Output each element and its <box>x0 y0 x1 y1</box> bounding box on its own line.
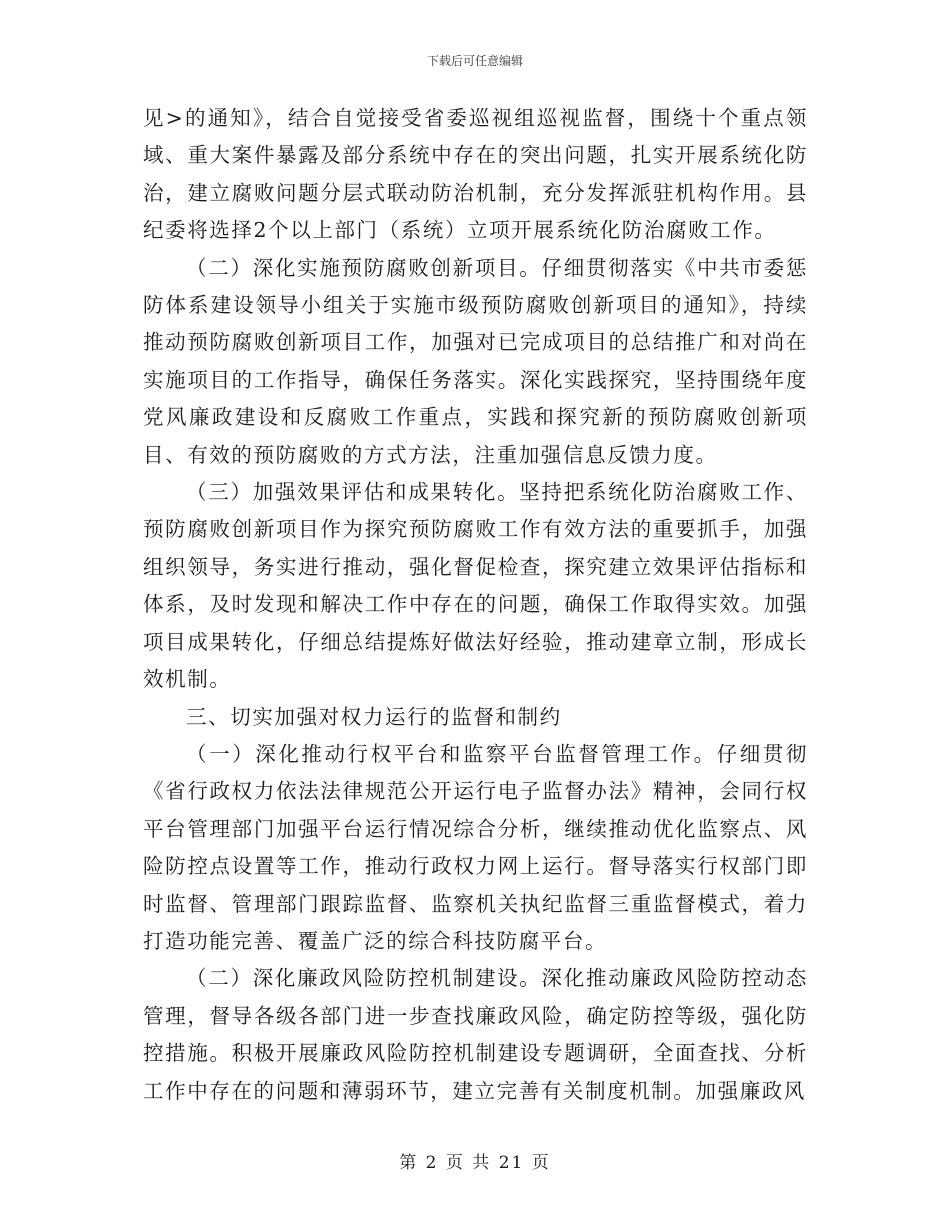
section-heading: 三、切实加强对权力运行的监督和制约 <box>186 704 562 729</box>
paragraph-3: （三）加强效果评估和成果转化。坚持把系统化防治腐败工作、预防腐败创新项目作为探究预防腐败工作有效方法的重要抓手，加强组织领导，务实进行推动，强化督促检查，探究建立效果评估指标和体系，及时发现和解决工作中存在的问题，确保工作取得实效。加强项目成果转化，仔细总结提炼好做法好经验，推动建章立制，形成长效机制。 <box>143 480 808 692</box>
document-body <box>143 100 808 1110</box>
paragraph-2: （二）深化实施预防腐败创新项目。仔细贯彻落实《中共市委惩防体系建设领导小组关于实施市级预防腐败创新项目的通知》，持续推动预防腐败创新项目工作，加强对已完成项目的总结推广和对尚在实施项目的工作指导，确保任务落实。深化实践探究，坚持围绕年度党风廉政建设和反腐败工作重点，实践和探究新的预防腐败创新项目、有效的预防腐败的方式方法，注重加强信息反馈力度。 <box>143 255 808 467</box>
paragraph-1: 见>的通知》，结合自觉接受省委巡视组巡视监督，围绕十个重点领域、重大案件暴露及部分系统中存在的突出问题，扎实开展系统化防治，建立腐败问题分层式联动防治机制，充分发挥派驻机构作用。县纪委将选择2个以上部门（系统）立项开展系统化防治腐败工作。 <box>143 106 808 243</box>
paragraph-4: （一）深化推动行权平台和监察平台监督管理工作。仔细贯彻《省行政权力依法法律规范公开运行电子监督办法》精神，会同行权平台管理部门加强平台运行情况综合分析，继续推动优化监察点、风险防控点设置等工作，推动行政权力网上运行。督导落实行权部门即时监督、管理部门跟踪监督、监察机关执纪监督三重监督模式，着力打造功能完善、覆盖广泛的综合科技防腐平台。 <box>143 741 808 953</box>
page-number-footer: 第 2 页 共 21 页 <box>399 1153 551 1173</box>
page-header: 下载后可任意编辑 <box>426 54 523 68</box>
paragraph-5: （二）深化廉政风险防控机制建设。深化推动廉政风险防控动态管理，督导各级各部门进一步查找廉政风险，确定防控等级，强化防控措施。积极开展廉政风险防控机制建设专题调研，全面查找、分析工作中存在的问题和薄弱环节，建立完善有关制度机制。加强廉政风 <box>143 966 808 1103</box>
